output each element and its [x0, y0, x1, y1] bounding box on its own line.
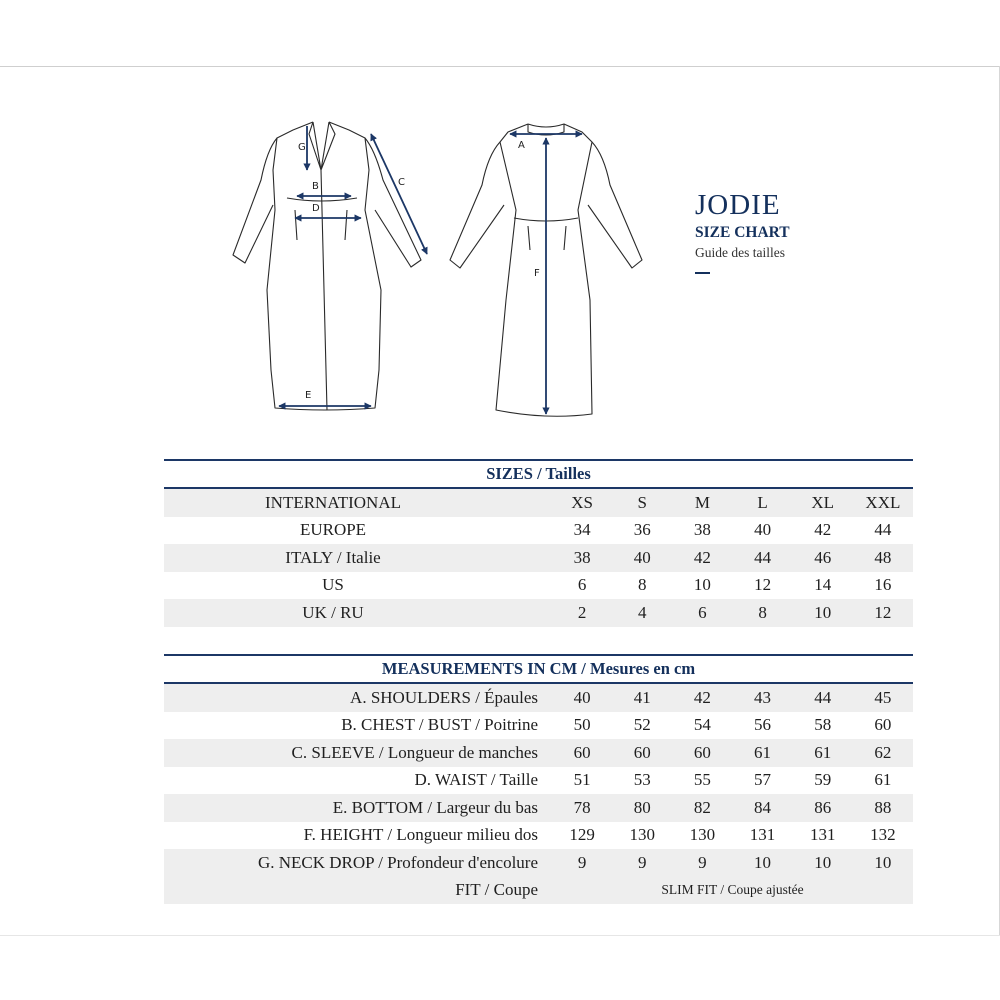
table-row — [164, 488, 913, 517]
table-row — [164, 739, 913, 767]
title-dash — [695, 272, 710, 274]
table-cell: 38 — [552, 544, 612, 572]
table-row — [164, 683, 913, 712]
table-cell: S — [612, 488, 672, 517]
back-dress-outline — [496, 124, 592, 416]
table-row — [164, 544, 913, 572]
table-cell: M — [672, 488, 732, 517]
table-cell: 60 — [552, 739, 612, 767]
table-cell: 14 — [814, 575, 832, 595]
table-cell: 9 — [672, 849, 732, 877]
table-cell: 50 — [573, 715, 591, 735]
table-row — [164, 794, 913, 822]
row-label: F. HEIGHT / Longueur milieu dos — [303, 825, 538, 845]
bottom-divider — [0, 935, 1000, 936]
collar-placket-outline — [309, 122, 335, 410]
table-row — [164, 849, 913, 877]
table-row — [164, 712, 913, 740]
dress-outline — [267, 122, 381, 410]
table-cell: 12 — [853, 599, 913, 627]
back-garment-diagram — [448, 110, 648, 420]
label-e: E — [305, 390, 312, 401]
sizes-heading-fr: / Tailles — [533, 464, 591, 483]
row-label: C. SLEEVE / Longueur de manches — [164, 739, 552, 767]
back-left-sleeve-outline — [450, 142, 504, 268]
table-cell: 40 — [552, 683, 612, 712]
table-cell: 131 — [809, 825, 836, 845]
label-f: F — [534, 268, 540, 279]
table-cell: 132 — [870, 825, 896, 845]
table-cell: 131 — [749, 825, 776, 845]
label-b: B — [312, 181, 319, 192]
table-row — [164, 767, 913, 795]
fit-row — [164, 877, 913, 905]
row-label: G. NECK DROP / Profondeur d'encolure — [164, 849, 552, 877]
table-cell: 44 — [874, 520, 892, 540]
table-cell: XXL — [853, 488, 913, 517]
measurements-table — [164, 654, 913, 904]
table-cell: 60 — [874, 715, 892, 735]
table-row — [164, 822, 913, 850]
measurements-table-heading — [164, 655, 913, 683]
table-cell: 40 — [612, 544, 672, 572]
table-cell: 10 — [732, 849, 792, 877]
table-cell: 61 — [732, 739, 792, 767]
table-cell: 130 — [689, 825, 716, 845]
table-cell: 44 — [793, 683, 853, 712]
table-cell: 10 — [853, 849, 913, 877]
row-label: INTERNATIONAL — [164, 488, 552, 517]
table-cell: XS — [552, 488, 612, 517]
table-cell: 46 — [793, 544, 853, 572]
table-cell: 44 — [732, 544, 792, 572]
table-cell: 56 — [754, 715, 772, 735]
row-label: ITALY / Italie — [164, 544, 552, 572]
label-d: D — [312, 203, 320, 214]
table-cell: 34 — [573, 520, 591, 540]
table-cell: 8 — [638, 575, 647, 595]
table-cell: 42 — [672, 544, 732, 572]
sizes-table-heading — [164, 460, 913, 488]
table-row — [164, 599, 913, 627]
table-cell: 10 — [793, 599, 853, 627]
table-cell: 8 — [732, 599, 792, 627]
size-chart-title-block — [695, 188, 790, 274]
table-cell: 42 — [672, 683, 732, 712]
top-divider — [0, 66, 1000, 67]
table-cell: 6 — [672, 599, 732, 627]
table-cell: 38 — [693, 520, 711, 540]
size-chart-heading: SIZE CHART — [695, 224, 790, 241]
table-cell: 86 — [793, 794, 853, 822]
table-cell: 12 — [754, 575, 772, 595]
fit-label: FIT / Coupe — [164, 877, 552, 905]
table-cell: 61 — [874, 770, 892, 790]
table-cell: 2 — [552, 599, 612, 627]
row-label: B. CHEST / BUST / Poitrine — [341, 715, 538, 735]
table-cell: 61 — [793, 739, 853, 767]
table-cell: 9 — [552, 849, 612, 877]
table-cell: 88 — [853, 794, 913, 822]
table-cell: 130 — [629, 825, 655, 845]
table-cell: 51 — [573, 770, 591, 790]
table-cell: 40 — [754, 520, 772, 540]
back-right-sleeve-outline — [588, 142, 642, 268]
table-cell: 84 — [732, 794, 792, 822]
table-cell: 57 — [754, 770, 772, 790]
table-cell: 59 — [814, 770, 832, 790]
left-sleeve-outline — [233, 138, 277, 263]
row-label: D. WAIST / Taille — [414, 770, 538, 790]
row-label: A. SHOULDERS / Épaules — [164, 683, 552, 712]
table-cell: 53 — [633, 770, 651, 790]
table-cell: 52 — [633, 715, 651, 735]
table-cell: 16 — [874, 575, 892, 595]
table-cell: 43 — [732, 683, 792, 712]
sizes-heading-en: SIZES — [486, 464, 533, 483]
table-cell: 10 — [693, 575, 711, 595]
table-cell: 9 — [612, 849, 672, 877]
table-cell: 78 — [552, 794, 612, 822]
table-cell: 10 — [793, 849, 853, 877]
sleeve-arrow — [371, 134, 427, 254]
table-cell: 48 — [853, 544, 913, 572]
table-cell: XL — [793, 488, 853, 517]
table-cell: 62 — [853, 739, 913, 767]
table-cell: 60 — [612, 739, 672, 767]
table-cell: 58 — [814, 715, 832, 735]
table-cell: 80 — [612, 794, 672, 822]
table-cell: L — [732, 488, 792, 517]
row-label: E. BOTTOM / Largeur du bas — [164, 794, 552, 822]
table-cell: 55 — [693, 770, 711, 790]
table-cell: 4 — [612, 599, 672, 627]
table-row — [164, 517, 913, 545]
table-cell: 6 — [577, 575, 587, 595]
label-c: C — [398, 177, 405, 188]
measurements-heading-fr: / Mesures en cm — [577, 659, 696, 678]
label-a: A — [518, 140, 525, 151]
size-chart-heading-fr: Guide des tailles — [695, 245, 785, 260]
table-cell: 129 — [569, 825, 595, 845]
table-cell: 54 — [693, 715, 711, 735]
label-g: G — [298, 142, 306, 153]
table-cell: 60 — [672, 739, 732, 767]
product-name: JODIE — [695, 189, 781, 221]
measurements-table-body — [164, 683, 913, 877]
table-cell: 41 — [612, 683, 672, 712]
measurements-heading-en: MEASUREMENTS IN CM — [381, 659, 578, 678]
table-row — [164, 572, 913, 600]
right-sleeve-outline — [365, 138, 421, 267]
sizes-table — [164, 459, 913, 627]
sizes-table-body — [164, 488, 913, 627]
fit-value: SLIM FIT / Coupe ajustée — [552, 877, 913, 905]
front-garment-diagram — [225, 110, 440, 420]
row-label: EUROPE — [299, 520, 367, 540]
table-cell: 45 — [853, 683, 913, 712]
table-cell: 82 — [672, 794, 732, 822]
table-cell: 36 — [633, 520, 651, 540]
row-label: US — [322, 575, 344, 595]
row-label: UK / RU — [164, 599, 552, 627]
table-cell: 42 — [814, 520, 832, 540]
